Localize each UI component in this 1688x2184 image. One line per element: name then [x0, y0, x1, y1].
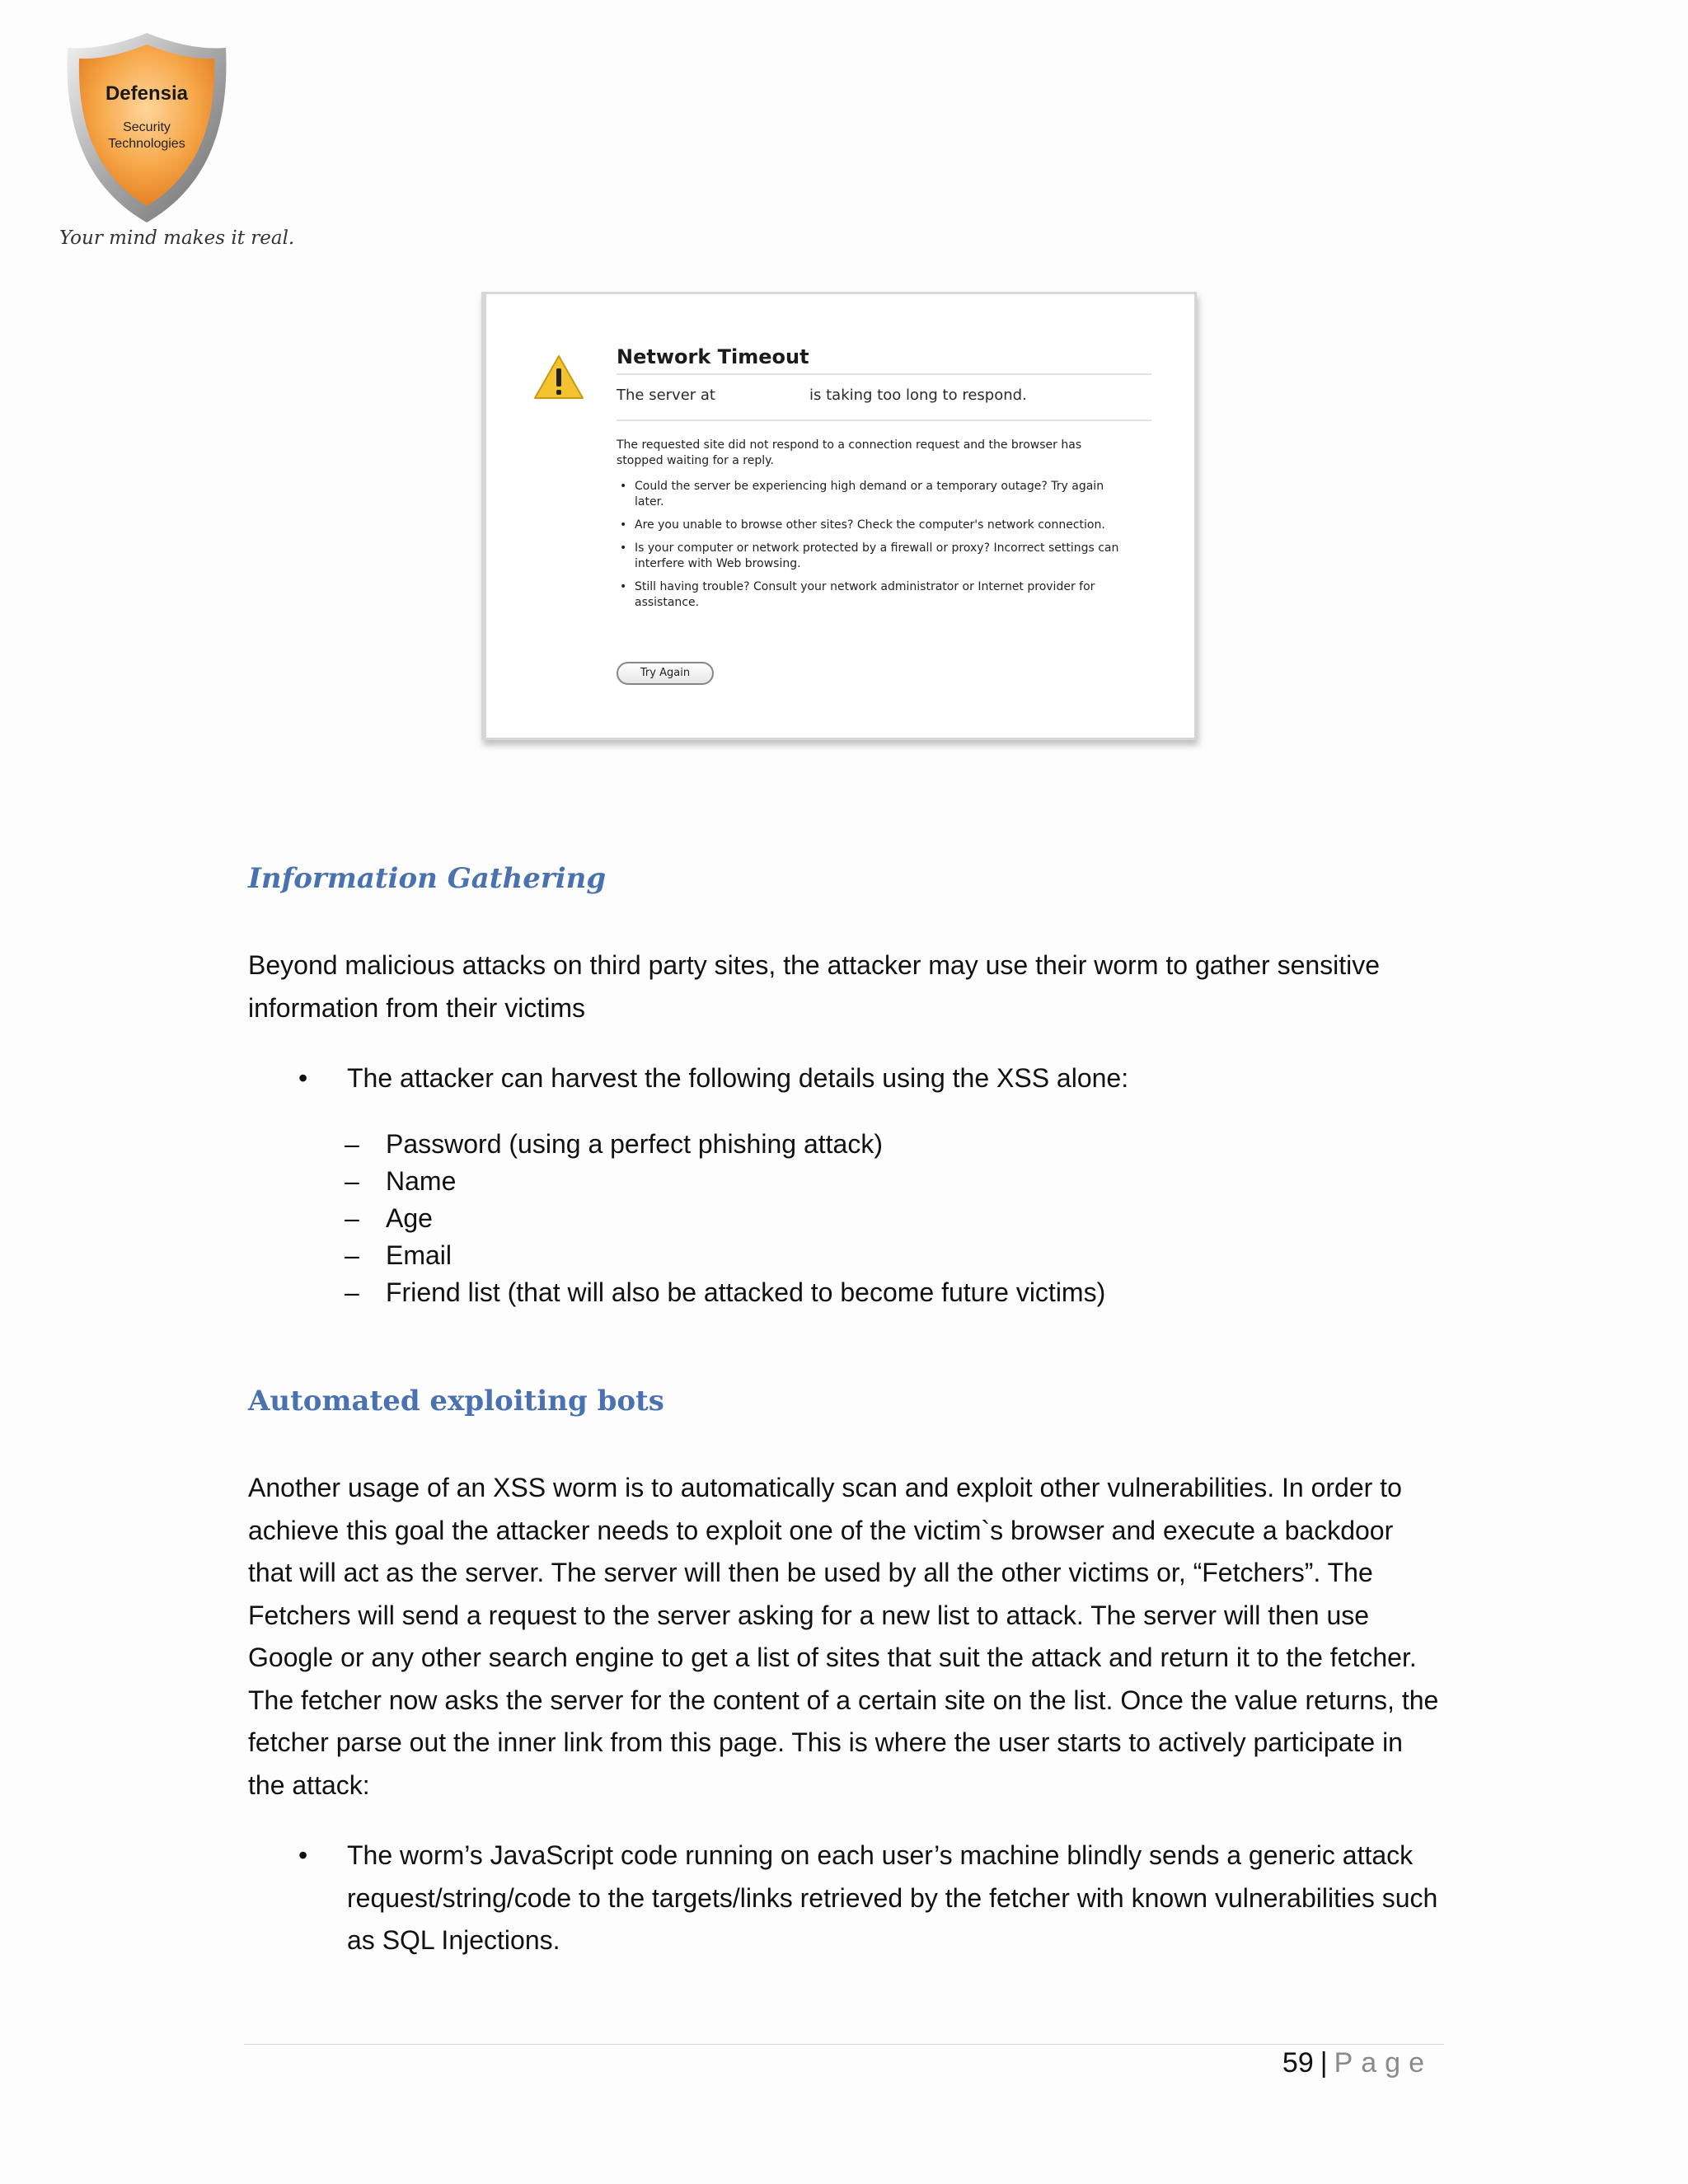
harvested-details-list	[345, 1126, 1105, 1311]
footer-separator: |	[1320, 2047, 1328, 2079]
bullet-icon: •	[298, 1063, 308, 1093]
logo-line-2: Technologies	[108, 137, 185, 151]
dialog-server-prefix: The server at	[617, 387, 715, 404]
dialog-divider	[617, 373, 1151, 375]
dialog-suggestion-item: • Is your computer or network protected by a firewall or proxy? Incorrect settings can interfere with Web browsing.	[617, 541, 1128, 572]
paragraph-body: Another usage of an XSS worm is to automatically scan and exploit other vulnerabilities. In order to achieve this goal the attacker needs to exploit one of the victim`s browser and execute a backdoor that will act as the server. The server will then be used by all the other victims or, “Fetchers”. The Fetchers will send a request to the server asking for a new list to attack. The server will then use Google or any other search engine to get a list of sites that suit the attack and return it to the fetcher. The fetcher now asks the server for the content of a certain site on the list. Once the value returns, the fetcher parse out the inner link from this page. This is where the user starts to actively participate in the attack:	[248, 1473, 1439, 1800]
list-item: – Name	[345, 1163, 1105, 1200]
dialog-suggestion-item: • Could the server be experiencing high demand or a temporary outage? Try again later.	[617, 479, 1128, 510]
bullet-text: The worm’s JavaScript code running on each user’s machine blindly sends a generic attack request/string/code to the targets/links retrieved by the fetcher with known vulnerabilities such as SQL Injections.	[347, 1840, 1438, 1955]
list-item: – Password (using a perfect phishing attack)	[345, 1126, 1105, 1163]
logo-line-1: Security	[123, 120, 171, 134]
logo-company-name: Defensia	[105, 82, 189, 105]
list-item: – Age	[345, 1200, 1105, 1237]
list-item: – Email	[345, 1237, 1105, 1274]
bullet-text: The attacker can harvest the following details using the XSS alone:	[347, 1063, 1129, 1093]
page-label: Page	[1334, 2047, 1432, 2079]
footer-divider	[244, 2044, 1444, 2045]
dialog-suggestion-item: • Still having trouble? Consult your network administrator or Internet provider for assistance.	[617, 579, 1128, 611]
page-footer	[1282, 2047, 1432, 2079]
try-again-button[interactable]: Try Again	[617, 662, 714, 685]
dialog-divider	[617, 419, 1151, 421]
logo-tagline: Your mind makes it real.	[59, 227, 295, 249]
network-timeout-dialog-image	[481, 292, 1197, 740]
bullet-item	[248, 1835, 1443, 1962]
section-heading-automated-exploiting-bots: Automated exploiting bots	[248, 1385, 664, 1418]
dash-icon: –	[345, 1129, 359, 1159]
dash-icon: –	[345, 1203, 359, 1233]
dash-icon: –	[345, 1166, 359, 1196]
list-item: – Friend list (that will also be attacked to become future victims)	[345, 1274, 1105, 1311]
dialog-title: Network Timeout	[617, 345, 809, 368]
dialog-suggestions	[617, 479, 1128, 618]
paragraph-intro: Beyond malicious attacks on third party sites, the attacker may use their worm to gather sensitive information from their victims	[248, 950, 1381, 1023]
dash-icon: –	[345, 1240, 359, 1270]
dialog-server-suffix: is taking too long to respond.	[809, 387, 1027, 404]
section-heading-information-gathering: Information Gathering	[248, 862, 607, 895]
warning-triangle-icon	[532, 354, 585, 401]
bullet-item	[248, 1057, 1443, 1100]
company-logo	[56, 28, 237, 259]
bullet-icon: •	[298, 1840, 308, 1870]
dialog-description: The requested site did not respond to a connection request and the browser has stopped waiting for a reply.	[617, 438, 1082, 467]
page-number: 59	[1282, 2047, 1314, 2079]
dialog-suggestion-item: • Are you unable to browse other sites? Check the computer's network connection.	[617, 518, 1128, 533]
dash-icon: –	[345, 1277, 359, 1307]
